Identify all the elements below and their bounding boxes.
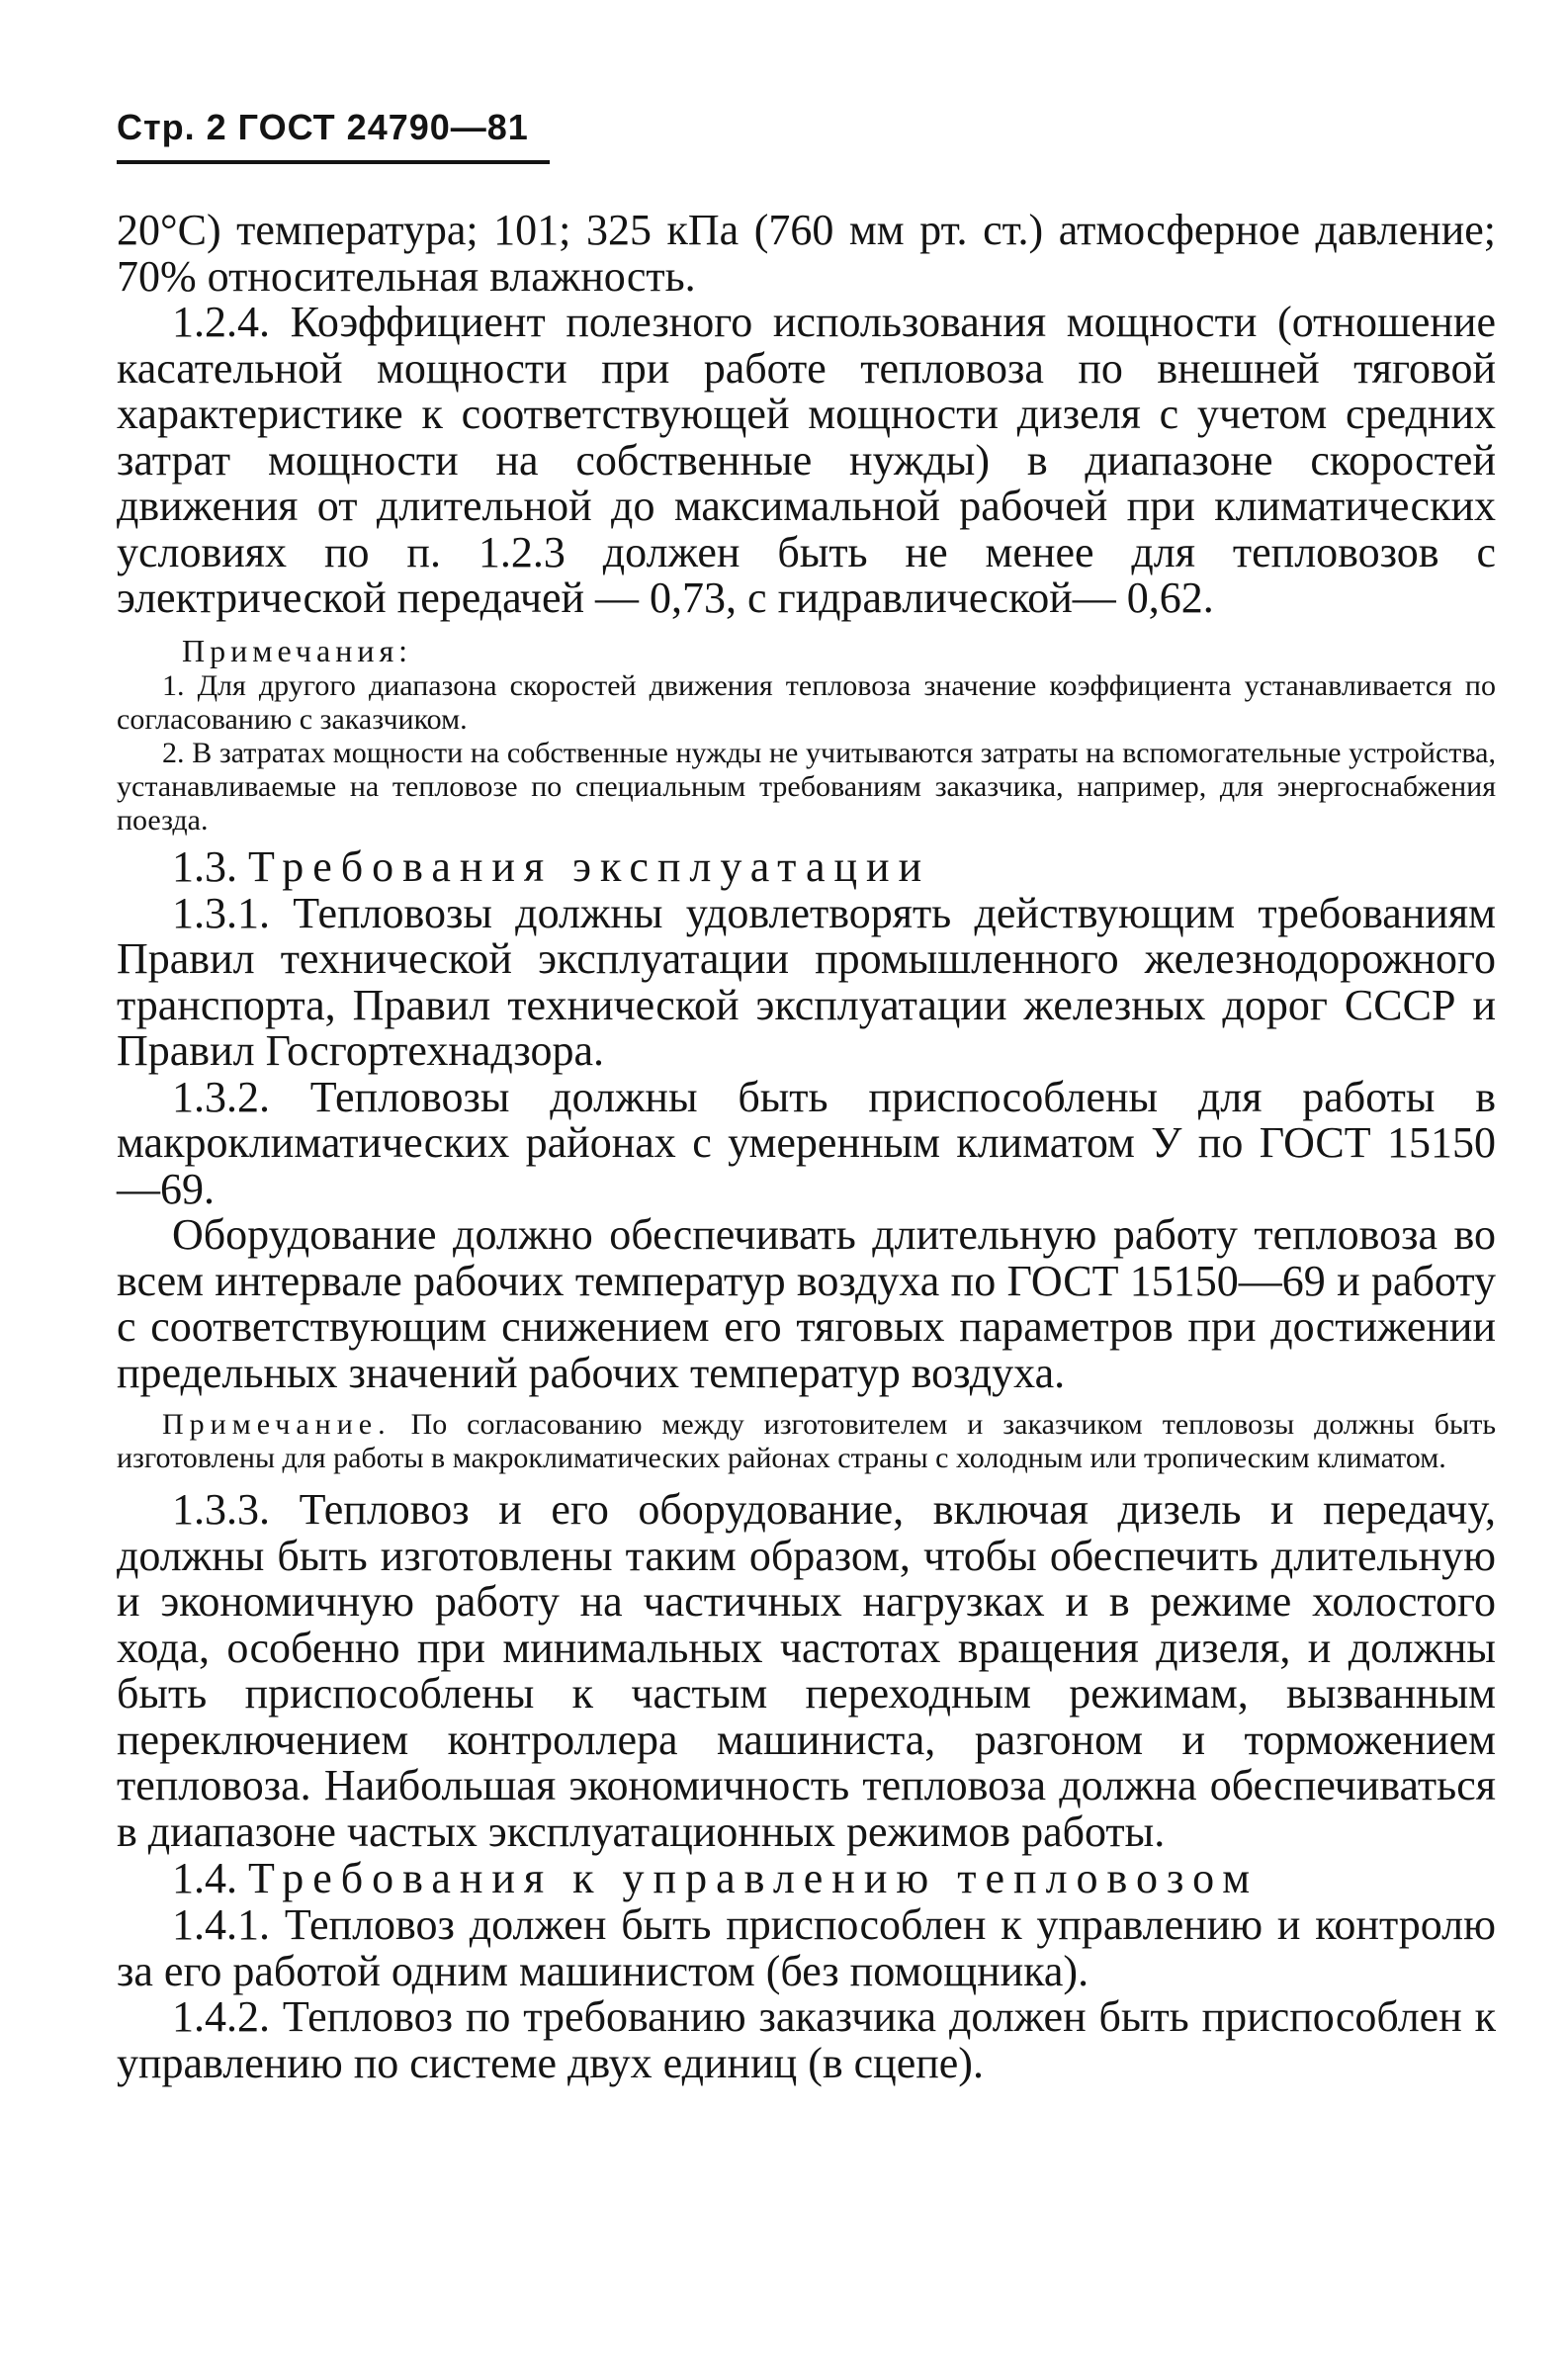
note-3 bbox=[117, 1408, 1496, 1475]
document-body bbox=[117, 208, 1496, 2086]
notes-label: Примечания: bbox=[182, 632, 413, 668]
section-heading-1-4 bbox=[117, 1855, 1496, 1902]
note-2: 2. В затратах мощности на собственные нужды не учитываются затраты на вспомогательные устройства, устанавливаемые на тепловозе по специальным требованиям заказчика, например, для энергоснабжения поезда. bbox=[117, 736, 1496, 837]
paragraph-1-3-2-equipment: Оборудование должно обеспечивать длительную работу тепловоза во всем интервале рабочих температур воздуха по ГОСТ 15150—69 и работу с соответствующим снижением его тяговых параметров при достижении предельных значений рабочих температур воздуха. bbox=[117, 1210, 1496, 1397]
note-3-text: По согласованию между изготовителем и заказчиком тепловозы должны быть изготовлены для работы в макроклиматических районах страны с холодным или тропическим климатом. bbox=[117, 1408, 1496, 1474]
note-1: 1. Для другого диапазона скоростей движения тепловоза значение коэффициента устанавливается по согласованию с заказчиком. bbox=[117, 668, 1496, 736]
paragraph-1-3-3: 1.3.3. Тепловоз и его оборудование, включая дизель и передачу, должны быть изготовлены таким образом, чтобы обеспечить длительную и экономичную работу на частичных нагрузках и в режиме холостого хода, особенно при минимальных частотах вращения дизеля, и должны быть приспособлены к частым переходным режимам, вызванным переключением контроллера машиниста, разгоном и торможением тепловоза. Наибольшая экономичность тепловоза должна обеспечиваться в диапазоне частых эксплуатационных режимов работы. bbox=[117, 1485, 1496, 1856]
paragraph-1-3-2: 1.3.2. Тепловозы должны быть приспособлены для работы в макроклиматических районах с умеренным климатом У по ГОСТ 15150—69. bbox=[117, 1072, 1496, 1213]
section-number: 1.4. bbox=[172, 1854, 237, 1902]
section-number: 1.3. bbox=[172, 841, 237, 891]
header-rule bbox=[117, 160, 550, 164]
page-header: Стр. 2 ГОСТ 24790—81 bbox=[117, 107, 529, 147]
section-title: Требования эксплуатации bbox=[248, 841, 931, 891]
paragraph-1-4-2: 1.4.2. Тепловоз по требованию заказчика должен быть приспособлен к управлению по системе двух единиц (в сцепе). bbox=[117, 1992, 1496, 2087]
note-3-label: Примечание. bbox=[162, 1408, 392, 1441]
paragraph-1-4-1: 1.4.1. Тепловоз должен быть приспособлен к управлению и контролю за его работой одним машинистом (без помощника). bbox=[117, 1900, 1496, 1995]
paragraph-conditions: 20°C) температура; 101; 325 кПа (760 мм рт. ст.) атмосферное давление; 70% относительная влажность. bbox=[117, 206, 1496, 301]
section-heading-1-3 bbox=[117, 843, 1496, 891]
paragraph-1-2-4: 1.2.4. Коэффициент полезного использования мощности (отношение касательной мощности при работе тепловоза по внешней тяговой характеристике к соответствующей мощности дизеля с учетом средних затрат мощности на собственные нужды) в диапазоне скоростей движения от длительной до максимальной рабочей при климатических условиях по п. 1.2.3 должен быть не менее для тепловозов с электрической передачей — 0,73, с гидравлической— 0,62. bbox=[117, 298, 1496, 622]
section-title: Требования к управлению тепловозом bbox=[248, 1854, 1260, 1902]
paragraph-1-3-1: 1.3.1. Тепловозы должны удовлетворять действующим требованиям Правил технической эксплуатации промышленного железнодорожного транспорта, Правил технической эксплуатации железных дорог СССР и Правил Госгортехнадзора. bbox=[117, 888, 1496, 1075]
